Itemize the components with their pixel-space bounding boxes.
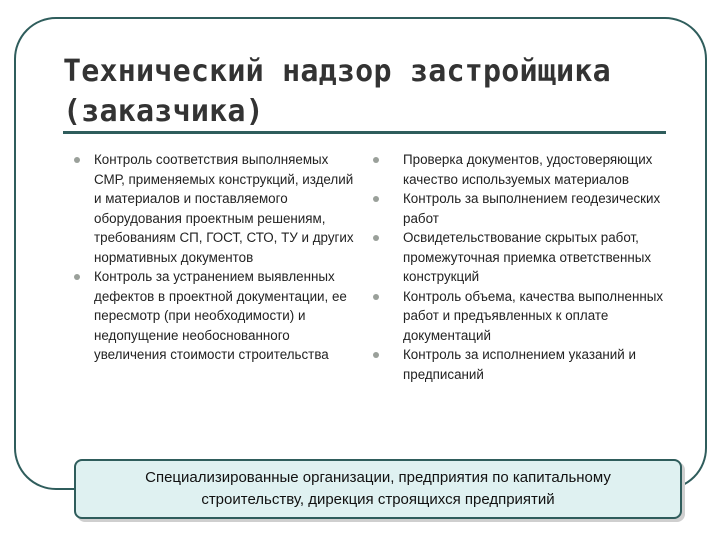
- bullet-icon: [74, 274, 80, 280]
- bullet-icon: [373, 196, 379, 202]
- list-item-text: Контроль соответствия выполняемых СМР, применяемых конструкций, изделий и материалов и поставляемого оборудования проектным решениям, требованиям СП, ГОСТ, СТО, ТУ и других нормативных документов: [94, 152, 354, 265]
- list-item: [372, 150, 672, 189]
- list-item-text: Контроль за устранением выявленных дефектов в проектной документации, ее пересмотр (при необходимости) и недопущение необоснованного увеличения стоимости строительства: [94, 269, 347, 362]
- list-item-text: Контроль за выполнением геодезических работ: [403, 191, 661, 226]
- list-item: [372, 228, 672, 287]
- bullet-icon: [373, 235, 379, 241]
- callout-text: Специализированные организации, предприятия по капитальному строительству, дирекция строящихся предприятий: [145, 469, 611, 508]
- bullet-icon: [74, 157, 80, 163]
- list-item: [372, 345, 672, 384]
- list-item-text: Контроль за исполнением указаний и предписаний: [403, 347, 636, 382]
- bullet-icon: [373, 352, 379, 358]
- list-item-text: Освидетельствование скрытых работ, промежуточная приемка ответственных конструкций: [403, 230, 652, 284]
- list-item: [372, 287, 672, 346]
- list-item: [372, 189, 672, 228]
- callout-box: [74, 459, 682, 519]
- list-item: [72, 150, 362, 267]
- bullet-icon: [373, 157, 379, 163]
- title-underline: [63, 131, 666, 134]
- bullet-icon: [373, 294, 379, 300]
- right-bullet-list: [372, 150, 672, 384]
- list-item: [72, 267, 362, 365]
- slide-title: Технический надзор застройщика (заказчика): [63, 54, 611, 129]
- left-bullet-list: [72, 150, 362, 365]
- list-item-text: Проверка документов, удостоверяющих качество используемых материалов: [403, 152, 653, 187]
- list-item-text: Контроль объема, качества выполненных работ и предъявленных к оплате документаций: [403, 288, 664, 343]
